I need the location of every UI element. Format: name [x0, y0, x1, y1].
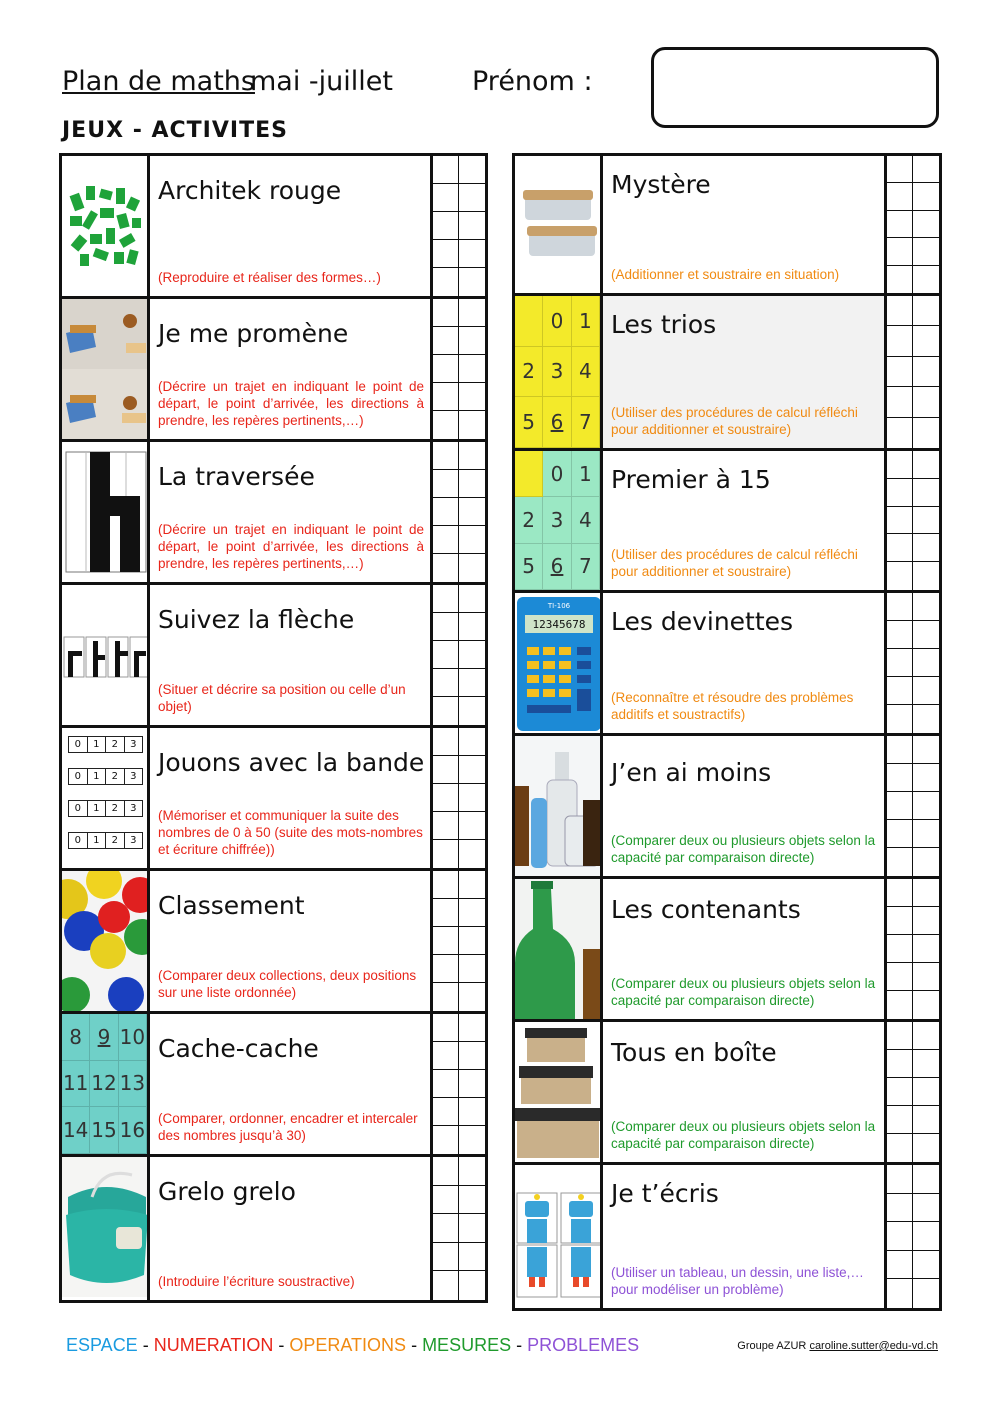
activity-row	[62, 728, 485, 871]
number-grid-icon: 0 1 2 3 4 5 6 7	[515, 451, 603, 590]
activity-title: Tous en boîte	[611, 1038, 777, 1067]
legend-problemes: PROBLEMES	[527, 1335, 640, 1355]
legend-espace: ESPACE	[66, 1335, 138, 1355]
activity-title: La traversée	[158, 462, 315, 491]
activity-row	[62, 871, 485, 1014]
activity-title: Les contenants	[611, 895, 801, 924]
arrow-cards-icon	[62, 585, 150, 725]
checkbox-grid[interactable]	[433, 299, 485, 439]
activity-description: (Utiliser des procédures de calcul réfléchi pour additionner et soustraire)	[611, 405, 858, 437]
checkbox-grid[interactable]	[887, 1165, 939, 1308]
activity-row	[62, 585, 485, 728]
activity-title: Grelo grelo	[158, 1177, 296, 1206]
activity-title: Classement	[158, 891, 305, 920]
checkbox-grid[interactable]	[887, 451, 939, 590]
stacked-boxes-icon	[515, 1022, 603, 1162]
path-grid-icon	[62, 442, 150, 582]
email-link[interactable]: caroline.sutter@edu-vd.ch	[809, 1340, 938, 1352]
activity-description: (Utiliser des procédures de calcul réfléchi pour additionner et soustraire)	[611, 547, 858, 579]
checkbox-grid[interactable]	[887, 296, 939, 448]
activity-row	[515, 451, 939, 593]
number-grid-icon: 0 1 2 3 4 5 6 7	[515, 296, 603, 448]
activity-description: (Décrire un trajet en indiquant le point de départ, le point d’arrivée, les directions à prendre, les repères pertinents,…)	[158, 522, 424, 571]
activity-row	[515, 1022, 939, 1165]
activity-row	[62, 1157, 485, 1300]
activity-description: (Situer et décrire sa position ou celle d’un objet)	[158, 682, 406, 714]
activity-description: (Reconnaître et résoudre des problèmes additifs et soustractifs)	[611, 690, 854, 722]
prenom-label: Prénom :	[472, 66, 593, 97]
activity-title: Je t’écris	[611, 1179, 719, 1208]
prenom-input-box[interactable]	[651, 47, 939, 128]
number-strip-icon: 0 1 2 3 0 1 2 3 0 1 2 3 0 1 2 3	[62, 728, 150, 868]
activity-description: (Comparer, ordonner, encadrer et intercaler des nombres jusqu’à 30)	[158, 1111, 418, 1143]
right-activity-table	[512, 153, 942, 1311]
activity-row	[62, 156, 485, 299]
activity-title: Premier à 15	[611, 465, 771, 494]
checkbox-grid[interactable]	[433, 585, 485, 725]
activity-row	[515, 296, 939, 451]
checkbox-grid[interactable]	[887, 879, 939, 1019]
activity-description: (Introduire l’écriture soustractive)	[158, 1274, 355, 1289]
activity-row	[62, 299, 485, 442]
activity-title: Les devinettes	[611, 607, 794, 636]
activity-title: Je me promène	[158, 319, 349, 348]
activity-description: (Mémoriser et communiquer la suite des nombres de 0 à 50 (suite des mots-nombres et écriture chiffrée))	[158, 808, 423, 857]
category-legend: ESPACE - NUMERATION - OPERATIONS - MESURES - PROBLEMES	[66, 1335, 640, 1355]
activity-title: Mystère	[611, 170, 711, 199]
activity-title: Cache-cache	[158, 1034, 319, 1063]
checkbox-grid[interactable]	[433, 871, 485, 1011]
calculator-icon	[515, 593, 603, 733]
boxes-icon	[515, 156, 603, 293]
activity-row	[515, 156, 939, 296]
legend-operations: OPERATIONS	[289, 1335, 407, 1355]
activity-description: (Comparer deux collections, deux positions sur une liste ordonnée)	[158, 968, 417, 1000]
activity-description: (Comparer deux ou plusieurs objets selon la capacité par comparaison directe)	[611, 976, 876, 1008]
checkbox-grid[interactable]	[887, 736, 939, 876]
section-subtitle: JEUX - ACTIVITES	[62, 118, 288, 143]
bottles-icon	[515, 736, 603, 876]
left-activity-table	[59, 153, 488, 1303]
colored-tokens-icon	[62, 871, 150, 1011]
checkbox-grid[interactable]	[433, 1157, 485, 1300]
activity-title: Suivez la flèche	[158, 605, 355, 634]
checkbox-grid[interactable]	[433, 442, 485, 582]
period-label: mai -juillet	[250, 66, 393, 97]
checkbox-grid[interactable]	[887, 1022, 939, 1162]
activity-description: (Additionner et soustraire en situation)	[611, 267, 840, 282]
activity-description: (Utiliser un tableau, un dessin, une liste,… pour modéliser un problème)	[611, 1265, 864, 1297]
footer-credit	[737, 1340, 938, 1352]
activity-description: (Décrire un trajet en indiquant le point de départ, le point d’arrivée, les directions à prendre, les repères pertinents,…)	[158, 379, 424, 428]
activity-description: (Reproduire et réaliser des formes…)	[158, 270, 381, 285]
checkbox-grid[interactable]	[887, 156, 939, 293]
activity-description: (Comparer deux ou plusieurs objets selon la capacité par comparaison directe)	[611, 1119, 876, 1151]
legend-numeration: NUMERATION	[153, 1335, 274, 1355]
table-photo-icon	[62, 299, 150, 439]
checkbox-grid[interactable]	[433, 156, 485, 296]
bag-icon	[62, 1157, 150, 1300]
activity-row	[515, 879, 939, 1022]
activity-row	[62, 442, 485, 585]
activity-row	[62, 1014, 485, 1157]
activity-title: J’en ai moins	[611, 758, 772, 787]
activity-title: Architek rouge	[158, 176, 342, 205]
activity-row	[515, 593, 939, 736]
svg-text:TI-106: TI-106	[547, 602, 571, 610]
robot-icon	[515, 1165, 603, 1308]
page-title: Plan de maths	[62, 66, 255, 97]
activity-row	[515, 736, 939, 879]
green-bottle-icon	[515, 879, 603, 1019]
checkbox-grid[interactable]	[887, 593, 939, 733]
checkbox-grid[interactable]	[433, 728, 485, 868]
activity-title: Les trios	[611, 310, 717, 339]
activity-row	[515, 1165, 939, 1308]
number-grid-icon: 8 9 10 11 12 13 14 15 16	[62, 1014, 150, 1154]
green-blocks-icon	[62, 156, 150, 296]
activity-title: Jouons avec la bande	[158, 748, 425, 777]
legend-mesures: MESURES	[422, 1335, 512, 1355]
checkbox-grid[interactable]	[433, 1014, 485, 1154]
group-name: Groupe AZUR	[737, 1340, 807, 1352]
activity-description: (Comparer deux ou plusieurs objets selon la capacité par comparaison directe)	[611, 833, 876, 865]
svg-text:12345678: 12345678	[532, 618, 586, 631]
